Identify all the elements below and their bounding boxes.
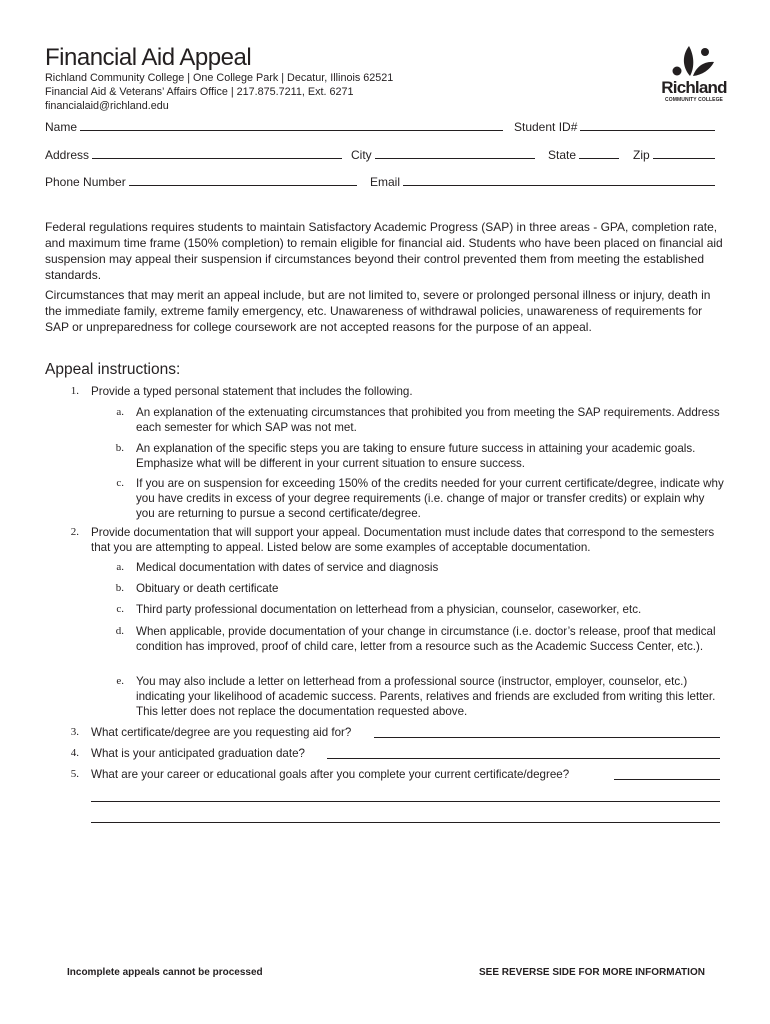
footer-reverse-notice: SEE REVERSE SIDE FOR MORE INFORMATION [479, 967, 705, 978]
zip-label: Zip [633, 148, 650, 162]
contact-email: financialaid@richland.edu [45, 100, 169, 112]
goals-answer-line[interactable] [91, 801, 720, 802]
list-item: You may also include a letter on letterhead from a professional source (instructor, employer, counselor, etc.) indicating your likelihood of academic success. Parents, relatives and friends are excluded from writing this letter. This letter does not replace the documentation requested above. [136, 675, 716, 718]
phone-input-line[interactable] [129, 174, 357, 186]
list-number: 5. [70, 768, 79, 780]
instructions-heading: Appeal instructions: [45, 361, 181, 378]
list-item: When applicable, provide documentation of your change in circumstance (i.e. doctor’s release, proof that medical condition has improved, proof of child care, letter from a resource such as the Academic Success Center, etc.). [136, 625, 716, 653]
list-letter: b. [115, 582, 124, 594]
phone-field[interactable] [45, 174, 357, 189]
phone-label: Phone Number [45, 175, 126, 189]
list-letter: e. [116, 675, 124, 687]
list-item: An explanation of the extenuating circumstances that prohibited you from meeting the SAP requirements. Address each semester for which SAP was not met. [136, 406, 720, 434]
address-label: Address [45, 148, 90, 162]
list-number: 2. [70, 526, 79, 538]
student-id-label: Student ID# [514, 120, 578, 134]
email-field[interactable] [370, 174, 715, 189]
richland-logo [660, 45, 728, 107]
instruction-item-1: Provide a typed personal statement that includes the following. [91, 385, 413, 398]
state-field[interactable] [548, 147, 619, 162]
email-label: Email [370, 175, 401, 189]
contact-office: Financial Aid & Veterans’ Affairs Office | 217.875.7211, Ext. 6271 [45, 86, 354, 98]
city-field[interactable] [351, 147, 535, 162]
intro-paragraph-sap: Federal regulations requires students to maintain Satisfactory Academic Progress (SAP) in three areas - GPA, completion rate, and maximum time frame (150% completion) to remain eligible for financial aid. Students who have been placed on financial aid suspension may appeal their suspension if circumstances beyond their control prevented them from meeting the established standards. [45, 220, 723, 282]
state-label: State [548, 148, 577, 162]
list-number: 1. [70, 385, 79, 397]
list-letter: c. [116, 603, 124, 615]
page-title: Financial Aid Appeal [45, 44, 252, 71]
list-letter: a. [116, 561, 124, 573]
name-field[interactable] [45, 119, 503, 134]
email-input-line[interactable] [403, 174, 715, 186]
city-input-line[interactable] [375, 147, 535, 159]
list-letter: d. [115, 625, 124, 637]
list-number: 4. [70, 747, 79, 759]
logo-subtitle: COMMUNITY COLLEGE [665, 97, 723, 103]
list-letter: b. [115, 442, 124, 454]
leaf-icon [660, 45, 728, 79]
list-item: Obituary or death certificate [136, 582, 279, 595]
list-item: If you are on suspension for exceeding 150% of the credits needed for your current certificate/degree, indicate why you have credits in excess of your degree requirements (i.e. change of major or transfer credits) or explain why you are returning to pursue a second certificate/degree. [136, 477, 724, 520]
list-item: Medical documentation with dates of service and diagnosis [136, 561, 439, 574]
list-item: Third party professional documentation on letterhead from a physician, counselor, caseworker, etc. [136, 603, 642, 616]
state-input-line[interactable] [579, 147, 619, 159]
zip-field[interactable] [633, 147, 715, 162]
name-input-line[interactable] [80, 119, 503, 131]
goals-answer-line[interactable] [614, 779, 720, 780]
logo-wordmark: Richland [661, 78, 727, 97]
list-item: An explanation of the specific steps you are taking to ensure future success in attaining your academic goals. Emphasize what will be different in your current situation to ensure success. [136, 442, 696, 470]
instruction-item-5: What are your career or educational goals after you complete your current certificate/degree? [91, 768, 570, 781]
name-label: Name [45, 120, 78, 134]
address-field[interactable] [45, 147, 342, 162]
zip-input-line[interactable] [653, 147, 715, 159]
instruction-item-3: What certificate/degree are you requesting aid for? [91, 726, 352, 739]
list-letter: a. [116, 406, 124, 418]
list-letter: c. [116, 477, 124, 489]
student-id-field[interactable] [514, 119, 715, 134]
goals-answer-line[interactable] [91, 822, 720, 823]
instruction-item-4: What is your anticipated graduation date? [91, 747, 305, 760]
instruction-item-2: Provide documentation that will support your appeal. Documentation must include dates that correspond to the semesters that you are attempting to appeal. Listed below are some examples of acceptable documentation. [91, 526, 715, 554]
contact-address: Richland Community College | One College Park | Decatur, Illinois 62521 [45, 72, 394, 84]
graduation-date-answer-line[interactable] [327, 758, 720, 759]
address-input-line[interactable] [92, 147, 342, 159]
footer-note: Incomplete appeals cannot be processed [67, 967, 263, 978]
list-number: 3. [70, 726, 79, 738]
intro-paragraph-circumstances: Circumstances that may merit an appeal include, but are not limited to, severe or prolonged personal illness or injury, death in the immediate family, extreme family emergency, etc. Unawareness of withdrawal policies, unawareness of requirements for SAP or unpreparedness for college coursework are not accepted reasons for the purpose of an appeal. [45, 288, 711, 334]
student-id-input-line[interactable] [580, 119, 715, 131]
certificate-answer-line[interactable] [374, 737, 720, 738]
city-label: City [351, 148, 372, 162]
